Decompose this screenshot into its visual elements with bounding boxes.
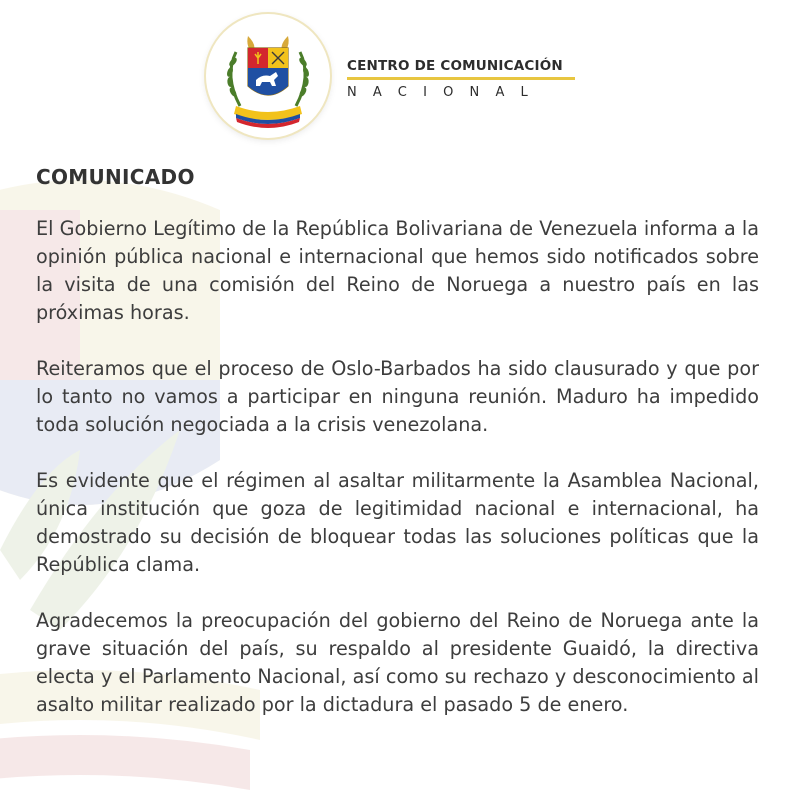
document-title: COMUNICADO: [36, 165, 195, 189]
paragraph-3: Es evidente que el régimen al asaltar militarmente la Asamblea Nacional, única institución que goza de legitimidad nacional e internacional, ha demostrado su decisión de bloquear todas las soluciones políticas que la República clama.: [36, 469, 759, 576]
organization-name-line1: CENTRO DE COMUNICACIÓN: [347, 58, 575, 80]
seal-badge: [206, 14, 330, 138]
communique-body: [36, 165, 759, 747]
paragraph-2: Reiteramos que el proceso de Oslo-Barbados ha sido clausurado y que por lo tanto no vamos a participar en ninguna reunión. Maduro ha impedido toda solución negociada a la crisis venezolana.: [36, 357, 759, 436]
paragraph-4: Agradecemos la preocupación del gobierno del Reino de Noruega ante la grave situación del país, su respaldo al presidente Guaidó, la directiva electa y el Parlamento Nacional, así como su rechazo y desconocimiento al asalto militar realizado por la dictadura el pasado 5 de enero.: [36, 609, 759, 716]
venezuela-coat-of-arms-icon: [206, 14, 330, 138]
organization-name-line2: NACIONAL: [347, 85, 544, 100]
letterhead-header: [0, 0, 800, 150]
paragraph-1: El Gobierno Legítimo de la República Bolivariana de Venezuela informa a la opinión pública nacional e internacional que hemos sido notificados sobre la visita de una comisión del Reino de Noruega a nuestro país en las próximas horas.: [36, 217, 759, 324]
organization-name: [347, 58, 587, 100]
